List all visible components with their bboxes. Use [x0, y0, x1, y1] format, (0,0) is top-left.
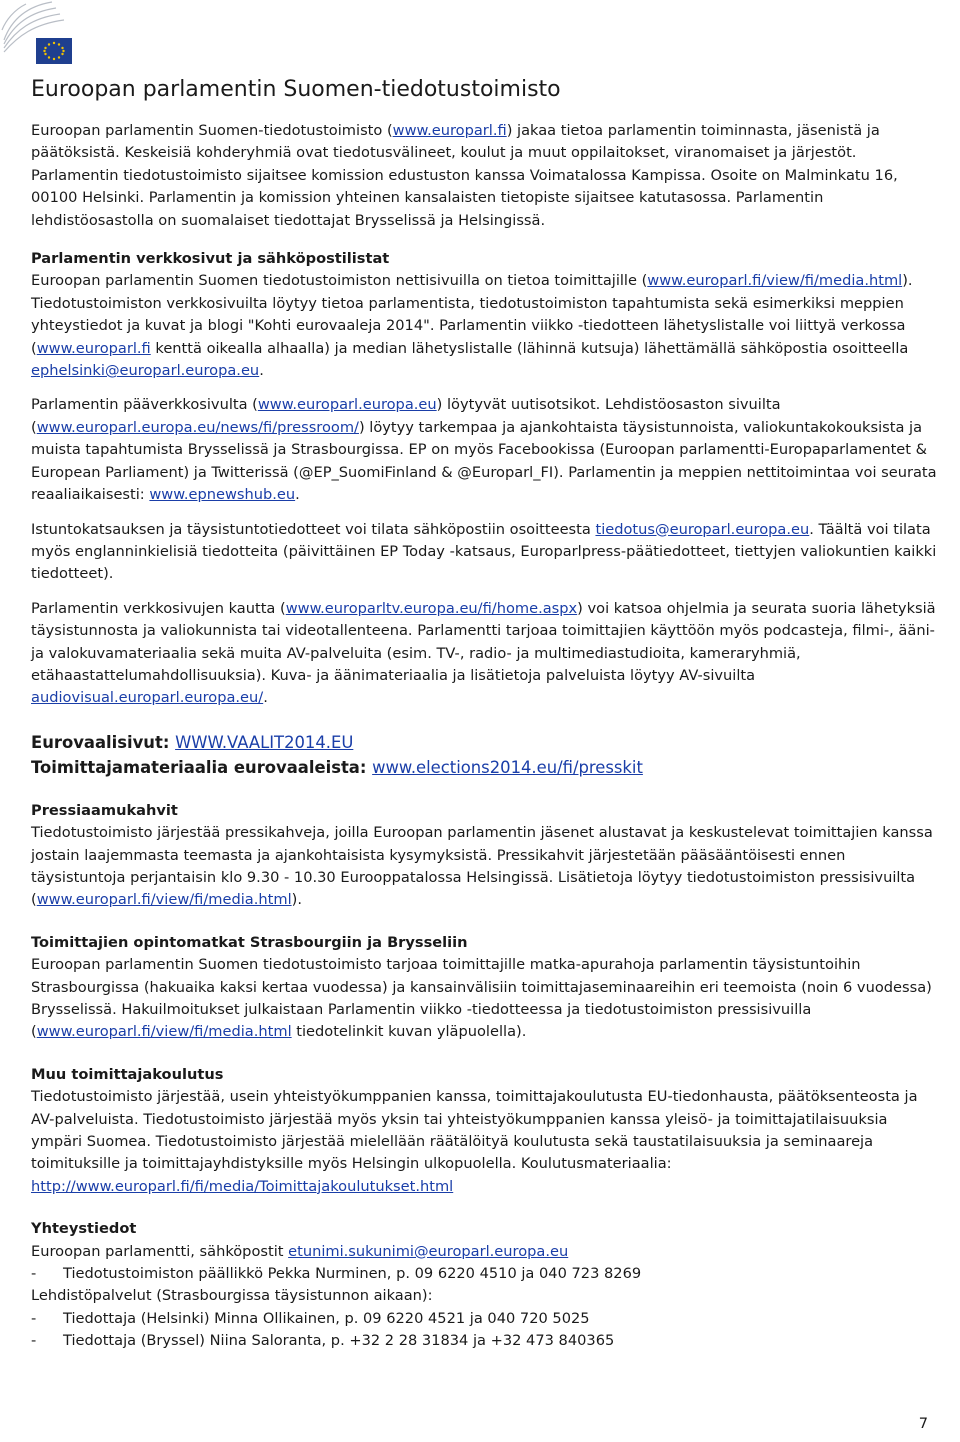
- text: ) voi katsoa ohjelmia ja seurata suoria lähetyksiä täysistunnosta ja valiokunnista tai videotallenteena. Parlamentti tarjoaa toimittajien käyttöön myös podcasteja, filmi-, ääni- ja valokuvamateriaalia sekä muita AV-palveluita (esim. TV-, radio- ja multimediastudioita, kameraryhmiä, etähaastattelumahdollisuuksia). Kuva- ja äänimateriaalia ja lisätietoja palveluista löytyy AV-sivuilta: [31, 599, 936, 684]
- web-paragraph-1: [31, 248, 941, 382]
- europarl-fi-link[interactable]: www.europarl.fi: [36, 339, 151, 357]
- text: Tiedotustoimisto järjestää pressikahveja, joilla Euroopan parlamentin jäsenet alustavat ja keskustelevat toimittajien kanssa jostain laajemmasta teemasta ja ajankohtaisista kysymyksistä. Pressikahvit järjestetään pääsääntöisesti ennen täysistuntoja perjantaisin klo 9.30 - 10.30 Eurooppatalossa Helsingissä. Lisätietoja löytyy tiedotustoimiston pressisivuilta (: [31, 824, 933, 909]
- election-site-line: [31, 730, 941, 755]
- trips-paragraph: [31, 932, 941, 1044]
- text: Parlamentin verkkosivujen kautta (: [31, 599, 286, 617]
- web-heading: Parlamentin verkkosivut ja sähköpostilistat: [31, 250, 390, 268]
- european-parliament-logo: [0, 0, 96, 66]
- media-page-link[interactable]: www.europarl.fi/view/fi/media.html: [36, 1023, 292, 1041]
- text: Euroopan parlamentin Suomen-tiedotustoimisto (: [31, 122, 393, 139]
- document-page: [31, 76, 941, 1353]
- contact-section: [31, 1218, 941, 1352]
- text: Euroopan parlamentin Suomen tiedotustoimiston nettisivuilla on tietoa toimittajille (: [31, 272, 648, 290]
- press-services-line: Lehdistöpalvelut (Strasbourgissa täysistunnon aikaan):: [31, 1287, 433, 1305]
- page-title: Euroopan parlamentin Suomen-tiedotustoimisto: [31, 77, 561, 102]
- election-presskit-line: [31, 755, 941, 780]
- text: .: [295, 486, 300, 504]
- web-paragraph-3: [31, 519, 941, 586]
- contact-head-of-office: Tiedotustoimiston päällikkö Pekka Nurminen, p. 09 6220 4510 ja 040 723 8269: [63, 1265, 642, 1283]
- tiedotus-email-link[interactable]: tiedotus@europarl.europa.eu: [595, 520, 810, 538]
- contact-email-line: [31, 1241, 941, 1263]
- page-number: 7: [918, 1415, 928, 1432]
- text: .: [259, 362, 264, 380]
- europarltv-link[interactable]: www.europarltv.europa.eu/fi/home.aspx: [285, 599, 578, 617]
- training-materials-link[interactable]: http://www.europarl.fi/fi/media/Toimittajakoulutukset.html: [31, 1177, 454, 1195]
- contact-press-helsinki: Tiedottaja (Helsinki) Minna Ollikainen, p. 09 6220 4521 ja 040 720 5025: [63, 1309, 590, 1327]
- training-heading: Muu toimittajakoulutus: [31, 1065, 224, 1083]
- media-page-link[interactable]: www.europarl.fi/view/fi/media.html: [647, 272, 903, 290]
- epnewshub-link[interactable]: www.epnewshub.eu: [149, 486, 296, 504]
- vaalit2014-link[interactable]: WWW.VAALIT2014.EU: [175, 732, 354, 752]
- trips-heading: Toimittajien opintomatkat Strasbourgiin ja Brysseliin: [31, 933, 468, 951]
- contact-press-brussels: Tiedottaja (Bryssel) Niina Saloranta, p. +32 2 28 31834 ja +32 473 840365: [63, 1332, 615, 1350]
- text: tiedotelinkit kuvan yläpuolella).: [291, 1023, 527, 1041]
- text: ).: [291, 891, 302, 909]
- list-item: [31, 1263, 941, 1285]
- training-paragraph: [31, 1064, 941, 1198]
- web-paragraph-2: [31, 394, 941, 506]
- text: Parlamentin pääverkkosivulta (: [31, 396, 258, 414]
- text: Euroopan parlamentin Suomen tiedotustoimisto tarjoaa toimittajille matka-apurahoja parlamentin täysistuntoihin Strasbourgissa (hakuaika kaksi kertaa vuodessa) ja kansainvälisiin toimittajaseminaareihin eri teemoista (noin 6 vuodessa) Brysselissä. Hakuilmoitukset julkaistaan Parlamentin viikko -tiedotteessa ja tiedotustoimiston pressisivuilla (: [31, 956, 932, 1041]
- web-paragraph-4: [31, 598, 941, 710]
- election-presskit-label: Toimittajamateriaalia eurovaaleista:: [31, 757, 367, 777]
- europarl-fi-link[interactable]: www.europarl.fi: [392, 122, 507, 139]
- coffee-heading: Pressiaamukahvit: [31, 801, 178, 819]
- pressroom-link[interactable]: www.europarl.europa.eu/news/fi/pressroom/: [36, 418, 359, 436]
- text: ). Tiedotustoimiston verkkosivuilta löytyy tietoa parlamentista, tiedotustoimiston tapahtumista sekä esimerkiksi meppien yhteystiedot ja kuvat ja blogi "Kohti eurovaaleja 2014". Parlamentin viikko -tiedotteen lähetyslistalle voi liittyä verkossa (: [31, 272, 913, 357]
- list-item: [31, 1330, 941, 1352]
- dash: -: [31, 1309, 37, 1327]
- intro-paragraph: [31, 120, 941, 232]
- text: Euroopan parlamentti, sähköpostit: [31, 1242, 289, 1260]
- text: ) jakaa tietoa parlamentin toiminnasta, jäsenistä ja päätöksistä. Keskeisiä kohderyhmiä ovat tiedotusvälineet, koulut ja muut oppilaitokset, viranomaiset ja järjestöt. Parlamentin tiedotustoimisto sijaitsee komission edustuston kanssa Voimatalossa Kampissa. Osoite on Malminkatu 16, 00100 Helsinki. Parlamentin ja komission yhteinen kansalaisten tietopiste sijaitsee katutasossa. Parlamentin lehdistöosastolla on suomalaiset tiedottajat Brysselissä ja Helsingissä.: [31, 122, 898, 229]
- audiovisual-link[interactable]: audiovisual.europarl.europa.eu/: [31, 689, 264, 707]
- coffee-paragraph: [31, 800, 941, 912]
- email-format-link[interactable]: etunimi.sukunimi@europarl.europa.eu: [288, 1242, 569, 1260]
- dash: -: [31, 1265, 37, 1283]
- text: . Täältä voi tilata myös englanninkielisiä tiedotteita (päivittäinen EP Today -katsaus, Europarlpress-päätiedotteet, tiettyjen valiokuntien kaikki tiedotteet).: [31, 520, 937, 583]
- text: kenttä oikealla alhaalla) ja median lähetyslistalle (lähinnä kutsuja) lähettämällä sähköpostia osoitteella: [150, 339, 909, 357]
- dash: -: [31, 1332, 37, 1350]
- text: Istuntokatsauksen ja täysistuntotiedotteet voi tilata sähköpostiin osoitteesta: [31, 520, 596, 538]
- text: ) löytyvät uutisotsikot. Lehdistöosaston sivuilta (: [31, 396, 781, 436]
- elections2014-presskit-link[interactable]: www.elections2014.eu/fi/presskit: [372, 757, 643, 777]
- media-page-link[interactable]: www.europarl.fi/view/fi/media.html: [36, 891, 292, 909]
- text: .: [263, 689, 268, 707]
- text: ) löytyy tarkempaa ja ajankohtaista täysistunnoista, valiokuntakokouksista ja muista tapahtumista Brysselissä ja Strasbourgissa. EP on myös Facebookissa (Euroopan parlamentti-Europaparlamentet & European Parliament) ja Twitterissä (@EP_SuomiFinland & @Europarl_FI). Parlamentin ja meppien nettitoimintaa voi seurata reaaliaikaisesti:: [31, 418, 937, 504]
- contact-heading: Yhteystiedot: [31, 1220, 137, 1238]
- text: Tiedotustoimisto järjestää, usein yhteistyökumppanien kanssa, toimittajakoulutusta EU-tiedonhausta, päätöksenteosta ja AV-palveluista. Tiedotustoimisto järjestää myös yksin tai yhteistyökumppanien kanssa yleisö- ja toimittajatilaisuuksia ympäri Suomea. Tiedotustoimisto järjestää mielellään räätälöityä koulutusta sekä taustatilaisuuksia ja seminaareja toimituksille ja toimittajayhdistyksille myös Helsingin ulkopuolella. Koulutusmateriaalia:: [31, 1088, 918, 1173]
- list-item: [31, 1308, 941, 1330]
- europarl-europa-link[interactable]: www.europarl.europa.eu: [257, 396, 437, 414]
- election-site-label: Eurovaalisivut:: [31, 732, 170, 752]
- ephelsinki-email-link[interactable]: ephelsinki@europarl.europa.eu: [31, 362, 260, 380]
